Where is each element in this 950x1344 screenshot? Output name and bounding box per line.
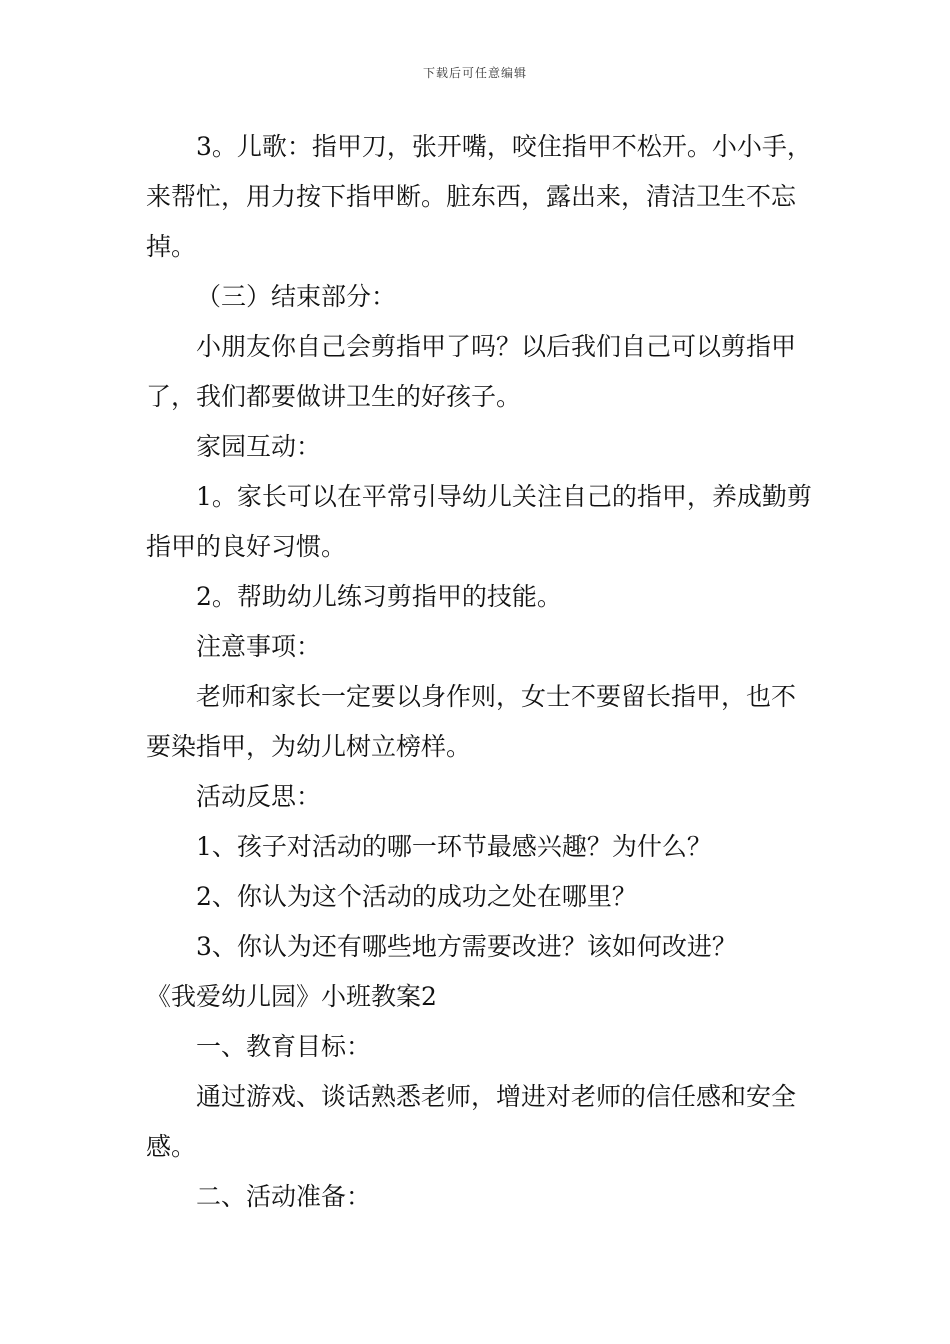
paragraph-home-interaction-1: 1。家长可以在平常引导幼儿关注自己的指甲，养成勤剪指甲的良好习惯。 (146, 482, 812, 561)
paragraph-reflection-1: 1、孩子对活动的哪一环节最感兴趣？为什么？ (196, 832, 712, 861)
paragraph-reflection-3: 3、你认为还有哪些地方需要改进？该如何改进？ (196, 932, 737, 961)
section-heading-goals: 一、教育目标： (196, 1032, 372, 1061)
paragraph-notes: 老师和家长一定要以身作则，女士不要留长指甲，也不要染指甲，为幼儿树立榜样。 (146, 682, 797, 761)
section-heading-preparation: 二、活动准备： (196, 1182, 372, 1211)
paragraph-home-interaction-2: 2。帮助幼儿练习剪指甲的技能。 (196, 582, 562, 611)
section-heading-notes: 注意事项： (196, 632, 322, 661)
section-heading-reflection: 活动反思： (196, 782, 322, 811)
paragraph-goals: 通过游戏、谈话熟悉老师，增进对老师的信任感和安全感。 (146, 1082, 797, 1161)
lesson-plan-title: 《我爱幼儿园》小班教案2 (146, 982, 437, 1011)
section-heading-home-interaction: 家园互动： (196, 432, 322, 461)
document-body (146, 122, 814, 1222)
paragraph-reflection-2: 2、你认为这个活动的成功之处在哪里？ (196, 882, 637, 911)
section-heading-closing: （三）结束部分： (196, 282, 397, 311)
paragraph-nursery-rhyme: 3。儿歌：指甲刀，张开嘴，咬住指甲不松开。小小手，来帮忙，用力按下指甲断。脏东西，露出来，清洁卫生不忘掉。 (146, 132, 812, 261)
paragraph-closing-remarks: 小朋友你自己会剪指甲了吗？以后我们自己可以剪指甲了，我们都要做讲卫生的好孩子。 (146, 332, 797, 411)
page-header-note: 下载后可任意编辑 (422, 66, 527, 80)
